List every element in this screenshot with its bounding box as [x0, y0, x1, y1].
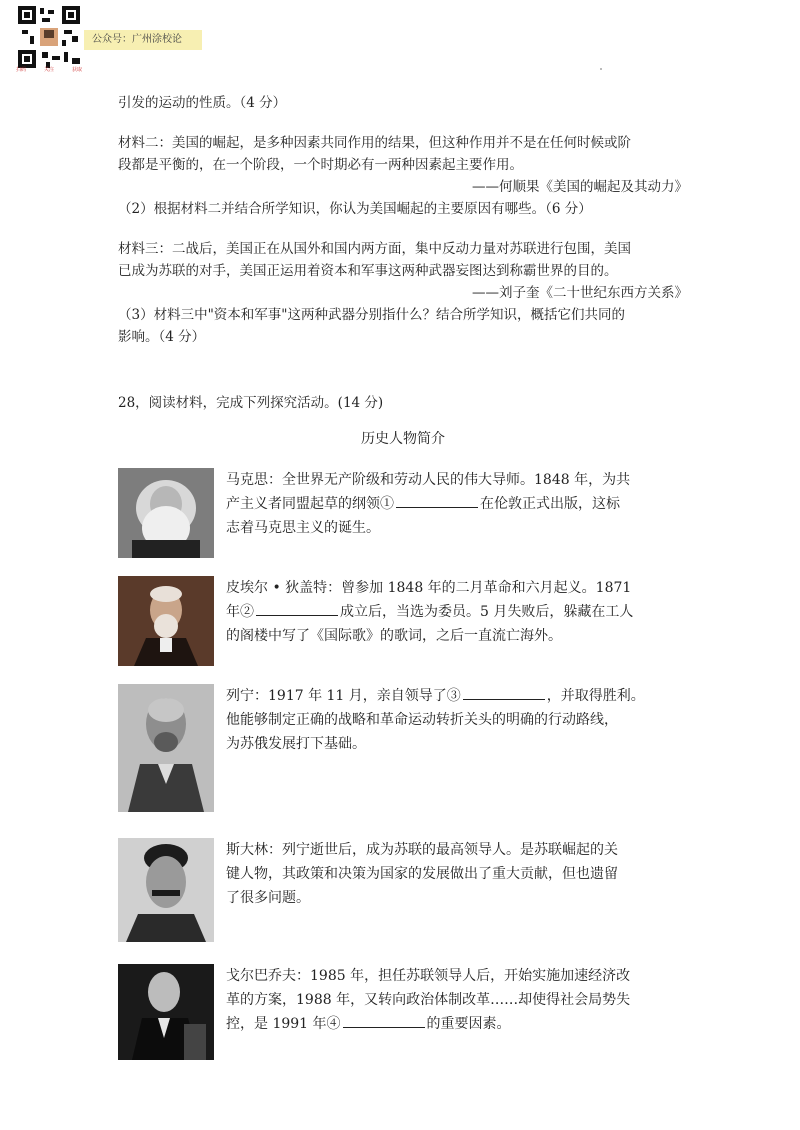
- gorbachev-line3a: 控，是 1991 年④: [226, 1016, 341, 1032]
- qr-caption: [16, 66, 82, 73]
- section-title: 历史人物简介: [361, 431, 445, 447]
- material3-source: ——刘子奎《二十世纪东西方关系》: [472, 285, 688, 301]
- person-pottier: [118, 576, 688, 666]
- material3-line1: 材料三：二战后，美国正在从国外和国内两方面，集中反动力量对苏联进行包围，美国: [118, 241, 631, 257]
- marx-line1: 马克思：全世界无产阶级和劳动人民的伟大导师。1848 年，为共: [226, 472, 631, 488]
- gorbachev-portrait: [118, 964, 214, 1060]
- gorbachev-line2: 革的方案，1988 年，又转向政治体制改革……却使得社会局势失: [226, 992, 631, 1008]
- qr-caption-2: 关注: [43, 67, 54, 73]
- material2-source: ——何顺果《美国的崛起及其动力》: [472, 179, 688, 195]
- blank-2: [256, 601, 338, 616]
- stalin-portrait: [118, 838, 214, 942]
- gorbachev-line1: 戈尔巴乔夫：1985 年，担任苏联领导人后，开始实施加速经济改: [226, 968, 631, 984]
- document-body: [118, 92, 688, 1078]
- pottier-line1: 皮埃尔 • 狄盖特：曾参加 1848 年的二月革命和六月起义。1871: [226, 580, 632, 596]
- material2-line2: 段都是平衡的，在一个阶段，一个时期必有一两种因素起主要作用。: [118, 157, 523, 173]
- question-3-line1: （3）材料三中"资本和军事"这两种武器分别指什么？结合所学知识，概括它们共同的: [118, 307, 626, 323]
- person-stalin: [118, 838, 688, 942]
- marx-line2a: 产主义者同盟起草的纲领①: [226, 496, 394, 512]
- lenin-line1b: ，并取得胜利。: [546, 688, 645, 704]
- blank-3: [463, 685, 545, 700]
- question-3-line2: 影响。（4 分）: [118, 329, 206, 345]
- q1-tail: 引发的运动的性质。（4 分）: [118, 95, 287, 111]
- person-lenin: [118, 684, 688, 812]
- stalin-line1: 斯大林：列宁逝世后，成为苏联的最高领导人。是苏联崛起的关: [226, 842, 618, 858]
- qr-caption-3: 获取: [71, 67, 82, 73]
- person-marx: [118, 468, 688, 558]
- lenin-portrait: [118, 684, 214, 812]
- material3-line2: 已成为苏联的对手，美国正运用着资本和军事这两种武器妄图达到称霸世界的目的。: [118, 263, 618, 279]
- pottier-portrait: [118, 576, 214, 666]
- marx-line3: 志着马克思主义的诞生。: [226, 520, 380, 536]
- scan-speck: [600, 68, 602, 70]
- marx-portrait: [118, 468, 214, 558]
- blank-4: [343, 1013, 425, 1028]
- stalin-line3: 了很多问题。: [226, 890, 310, 906]
- pottier-line2b: 成立后，当选为委员。5 月失败后，躲藏在工人: [340, 604, 634, 620]
- pottier-line3: 的阁楼中写了《国际歌》的歌词，之后一直流亡海外。: [226, 628, 562, 644]
- pottier-line2a: 年②: [226, 604, 254, 620]
- question-28-heading: 28，阅读材料，完成下列探究活动。(14 分): [118, 395, 384, 411]
- lenin-line3: 为苏俄发展打下基础。: [226, 736, 366, 752]
- marx-line2b: 在伦敦正式出版，这标: [480, 496, 620, 512]
- question-2: （2）根据材料二并结合所学知识，你认为美国崛起的主要原因有哪些。（6 分）: [118, 201, 592, 217]
- qr-code[interactable]: [18, 6, 80, 68]
- person-gorbachev: [118, 964, 688, 1060]
- lenin-line1a: 列宁：1917 年 11 月，亲自领导了③: [226, 688, 461, 704]
- stalin-line2: 键人物，其政策和决策为国家的发展做出了重大贡献，但也遗留: [226, 866, 618, 882]
- lenin-line2: 他能够制定正确的战略和革命运动转折关头的明确的行动路线，: [226, 712, 618, 728]
- account-badge: 公众号：广州涂校论: [84, 30, 202, 50]
- blank-1: [396, 493, 478, 508]
- gorbachev-line3b: 的重要因素。: [426, 1016, 511, 1032]
- qr-caption-1: 扫码: [16, 67, 27, 73]
- material2-line1: 材料二：美国的崛起，是多种因素共同作用的结果，但这种作用并不是在任何时候或阶: [118, 135, 631, 151]
